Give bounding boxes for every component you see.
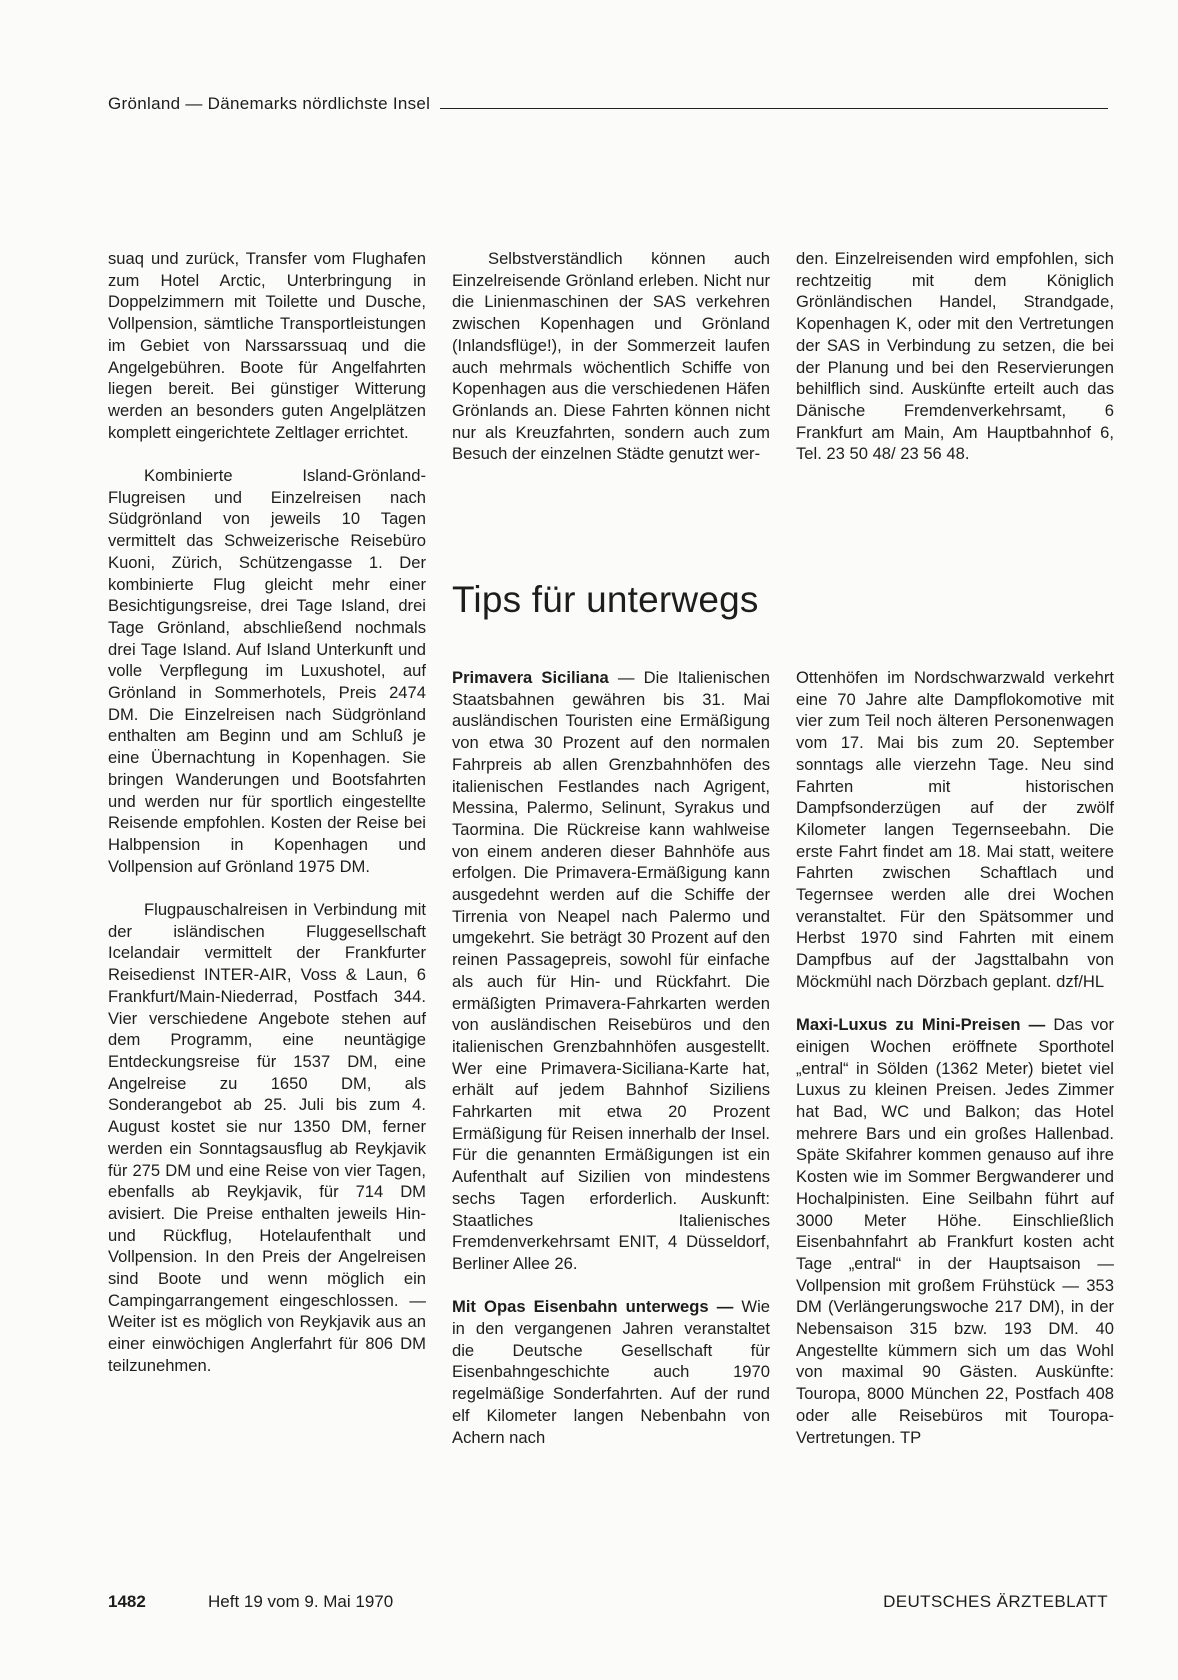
issue-info: Heft 19 vom 9. Mai 1970 [208, 1592, 394, 1611]
running-title: Grönland — Dänemarks nördlichste Insel [108, 94, 431, 113]
column-3-top [796, 248, 1114, 465]
column-3-bottom [796, 667, 1114, 1448]
item-body: — Die Italienischen Staatsbahnen gewähren bis 31. Mai ausländischen Touristen eine Ermäßigung von etwa 30 Prozent auf den normalen Fahrpreis ab allen Grenzbahnhöfen des italienischen Festlandes nach Agrigent, Messina, Palermo, Selinunt, Syrakus und Taormina. Die Rückreise kann wahlweise von einem anderen dieser Bahnhöfe aus erfolgen. Die Primavera-Ermäßigung kann ausgedehnt werden auf die Schiffe der Tirrenia von Neapel nach Palermo und umgekehrt. Sie beträgt 30 Prozent auf den reinen Passagepreis, sowohl für einfache als auch für Hin- und Rückfahrt. Die ermäßigten Primavera-Fahrkarten werden von ausländischen Reisebüros und den italienischen Grenzbahnhöfen ausgestellt. Wer eine Primavera-Siciliana-Karte hat, erhält auf jedem Bahnhof Siziliens Fahrkarten mit etwa 20 Prozent Ermäßigung für Reisen innerhalb der Insel. Für die genannten Ermäßigungen ist ein Aufenthalt auf Sizilien von mindestens sechs Tagen erforderlich. Auskunft: Staatliches Italienisches Fremdenverkehrsamt ENIT, 4 Düsseldorf, Berliner Allee 26. [452, 668, 770, 1273]
header-rule [440, 108, 1108, 109]
paragraph-icelandair: Flugpauschalreisen in Verbindung mit der isländischen Fluggesellschaft Icelandair vermittelt der Frankfurter Reisedienst INTER-AIR, Voss & Laun, 6 Frankfurt/Main-Niederrad, Postfach 344. Vier verschiedene Angebote stehen auf dem Programm, eine neuntägige Entdeckungsreise für 1537 DM, eine Angelreise zu 1650 DM, als Sonderangebot ab 25. Juli bis zum 4. August kostet sie nur 1350 DM, ferner werden ein Sonntagsausflug ab Reykjavik für 275 DM und eine Reise von vier Tagen, ebenfalls ab Reykjavik, für 714 DM avisiert. Die Preise enthalten jeweils Hin- und Rückflug, Hotelaufenthalt und Vollpension. In den Preis der Angelreisen sind Boote und wenn möglich ein Campingarrangement eingeschlossen. — Weiter ist es möglich von Reykjavik aus an einer einwöchigen Anglerfahrt für 806 DM teilzunehmen. [108, 900, 426, 1375]
column-2-top [452, 248, 770, 465]
item-maxi-luxus [796, 1014, 1114, 1448]
journal-name: DEUTSCHES ÄRZTEBLATT [883, 1592, 1108, 1611]
paragraph-angelreise-details: suaq und zurück, Transfer vom Flughafen zum Hotel Arctic, Unterbringung in Doppelzimmern mit Toilette und Dusche, Vollpension, sämtliche Transportleistungen im Gebiet von Narssarssuaq und die Angelgebühren. Boote für Angelfahrten liegen bereit. Bei günstiger Witterung werden an besonders guten Angelplätzen komplett eingerichtete Zeltlager errichtet. [108, 249, 426, 442]
item-body: Wie in den vergangenen Jahren veranstaltet die Deutsche Gesellschaft für Eisenbahngeschichte auch 1970 regelmäßige Sonderfahrten. Auf der rund elf Kilometer langen Nebenbahn von Achern nach [452, 1297, 770, 1447]
page-number: 1482 [108, 1592, 146, 1611]
page-footer [108, 1592, 1108, 1614]
paragraph-auskuenfte: den. Einzelreisenden wird empfohlen, sich rechtzeitig mit dem Königlich Grönländischen Handel, Strandgade, Kopenhagen K, oder mit den Vertretungen der SAS in Verbindung zu setzen, die bei der Planung und bei den Reservierungen behilflich sind. Auskünfte erteilt auch das Dänische Fremdenverkehrsamt, 6 Frankfurt am Main, Am Hauptbahnhof 6, Tel. 23 50 48/ 23 56 48. [796, 249, 1114, 464]
run-in-heading: Mit Opas Eisenbahn unterwegs — [452, 1297, 734, 1317]
run-in-heading: Primavera Siciliana [452, 668, 609, 687]
paragraph-einzelreisende: Selbstverständlich können auch Einzelreisende Grönland erleben. Nicht nur die Linienmaschinen der SAS verkehren zwischen Kopenhagen und Grönland (Inlandsflüge!), in der Sommerzeit laufen auch mehrmals wöchentlich Schiffe von Kopenhagen aus die verschiedenen Häfen Grönlands an. Diese Fahrten können nicht nur als Kreuzfahrten, sondern auch zum Besuch der einzelnen Städte genutzt wer- [452, 249, 770, 464]
section-title: Tips für unterwegs [452, 579, 759, 620]
run-in-heading: Maxi-Luxus zu Mini-Preisen — [796, 1015, 1046, 1035]
column-1 [108, 248, 426, 1377]
item-primavera-siciliana [452, 667, 770, 1275]
running-head [108, 90, 1108, 114]
item-opas-eisenbahn [452, 1296, 770, 1448]
item-opas-eisenbahn-continued: Ottenhöfen im Nordschwarzwald verkehrt eine 70 Jahre alte Dampflokomotive mit vier zum Teil noch älteren Personenwagen vom 17. Mai bis zum 20. September sonntags alle vierzehn Tage. Neu sind Fahrten mit historischen Dampfsonderzügen auf der zwölf Kilometer langen Tegernseebahn. Die erste Fahrt findet am 18. Mai statt, weitere Fahrten zwischen Schaftlach und Tegernsee werden alle drei Wochen veranstaltet. Für den Spätsommer und Herbst 1970 sind Fahrten mit einem Dampfbus auf der Jagsttalbahn von Möckmühl nach Dörzbach geplant. dzf/HL [796, 668, 1114, 991]
column-2-bottom [452, 667, 770, 1448]
paragraph-kuoni: Kombinierte Island-Grönland-Flugreisen und Einzelreisen nach Südgrönland von jeweils 10 Tagen vermittelt das Schweizerische Reisebüro Kuoni, Zürich, Schützengasse 1. Der kombinierte Flug gleicht mehr einer Besichtigungsreise, drei Tage Island, drei Tage Grönland, abschließend nochmals drei Tage Island. Auf Island Unterkunft und volle Verpflegung im Luxushotel, auf Grönland in Sommerhotels, Preis 2474 DM. Die Einzelreisen nach Südgrönland enthalten am Beginn und am Schluß je eine Übernachtung in Kopenhagen. Sie bringen Wanderungen und Bootsfahrten und werden nur für sportlich eingestellte Reisende empfohlen. Kosten der Reise bei Halbpension in Kopenhagen und Vollpension auf Grönland 1975 DM. [108, 466, 426, 876]
item-body: Das vor einigen Wochen eröffnete Sporthotel „entral“ in Sölden (1362 Meter) bietet viel Luxus zu kleinen Preisen. Jedes Zimmer hat Bad, WC und Balkon; das Hotel mehrere Bars und ein großes Hallenbad. Späte Skifahrer kommen genauso auf ihre Kosten wie im Sommer Bergwanderer und Hochalpinisten. Eine Seilbahn führt auf 3000 Meter Höhe. Einschließlich Eisenbahnfahrt ab Frankfurt kosten acht Tage „entral“ in der Hauptsaison — Vollpension mit großem Frühstück — 353 DM (Verlängerungswoche 217 DM), in der Nebensaison 315 bzw. 193 DM. 40 Angestellte kümmern sich um das Wohl von maximal 90 Gästen. Auskünfte: Touropa, 8000 München 22, Postfach 408 oder alle Reisebüros mit Touropa-Vertretungen. TP [796, 1015, 1114, 1447]
